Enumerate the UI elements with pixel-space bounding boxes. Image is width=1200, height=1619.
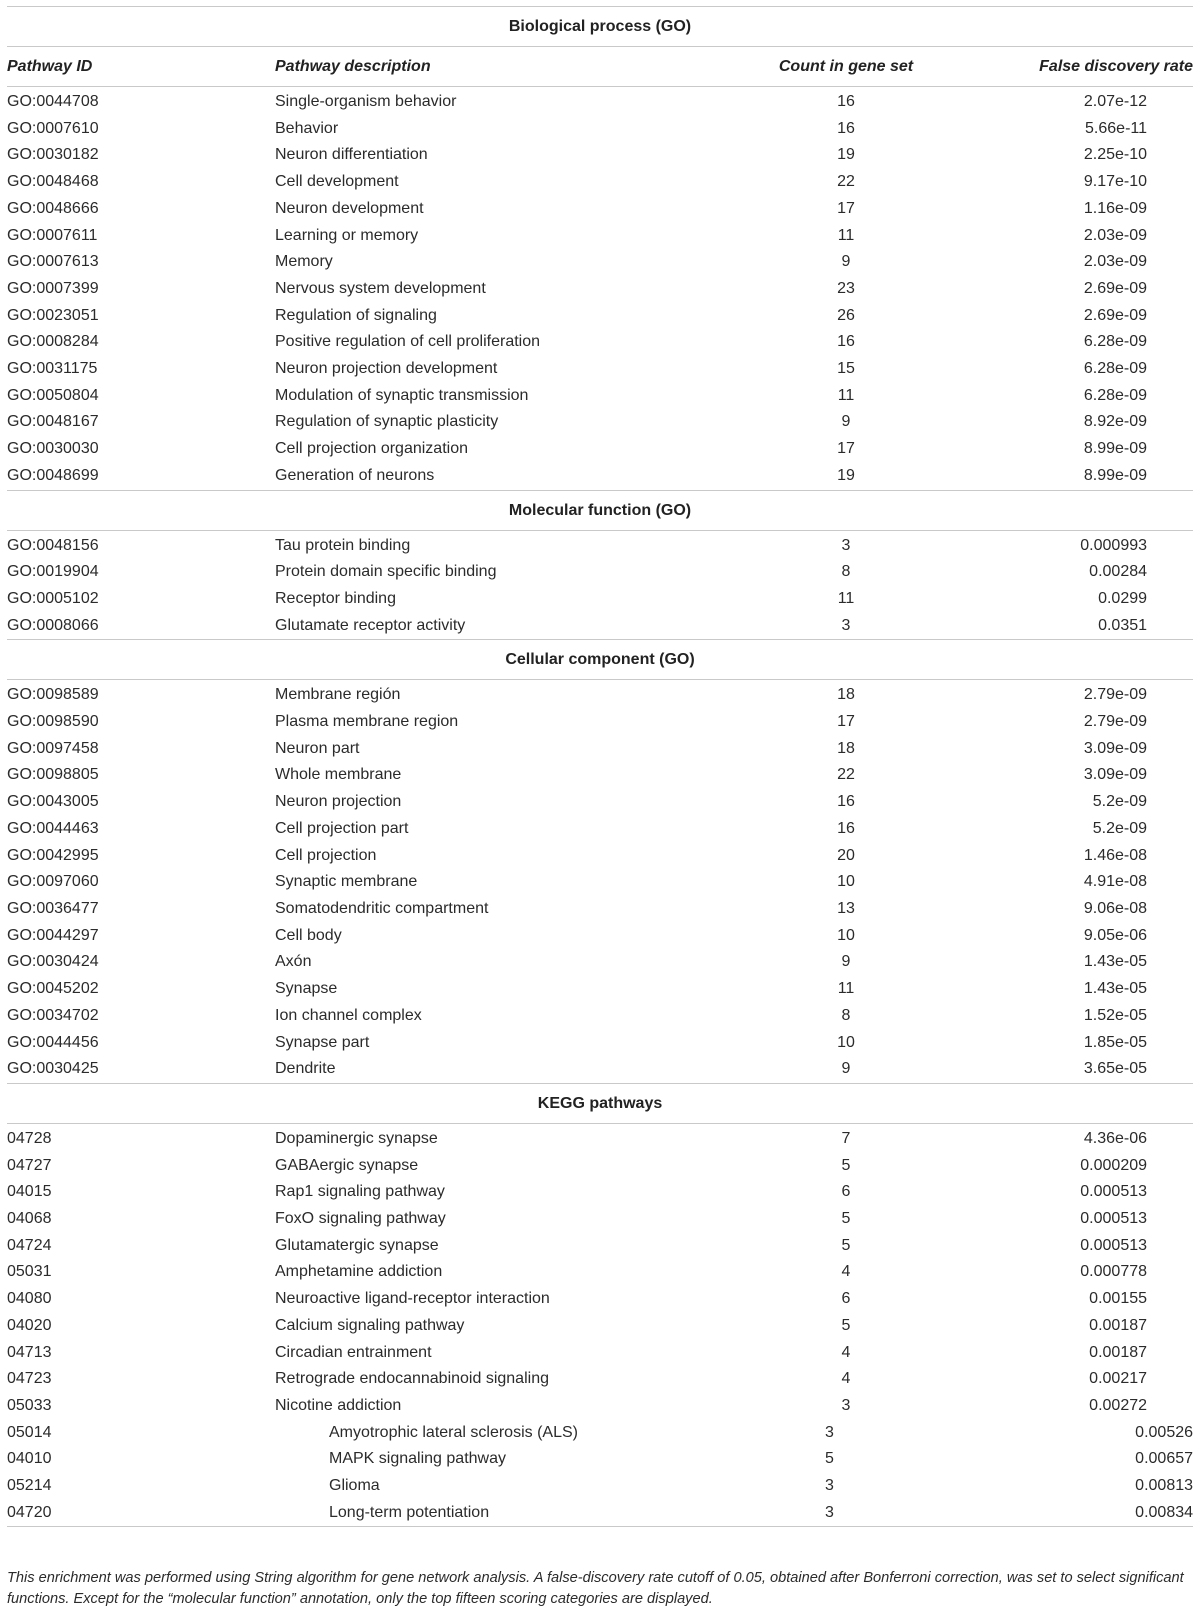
fdr-cell: 2.07e-12 xyxy=(1083,93,1148,110)
count-cell: 16 xyxy=(837,93,855,110)
table-row xyxy=(7,789,1193,816)
fdr-cell: 0.00284 xyxy=(1089,563,1148,581)
table-row xyxy=(7,1233,1193,1260)
fdr-cell: 9.17e-10 xyxy=(1083,173,1148,191)
table-row xyxy=(7,762,1193,789)
table-row xyxy=(7,1286,1193,1313)
fdr-cell: 5.66e-11 xyxy=(1085,119,1148,137)
fdr-cell: 0.00272 xyxy=(1089,1396,1148,1414)
pathway-description-cell: GABAergic synapse xyxy=(275,1156,419,1174)
pathway-id-cell: GO:0008066 xyxy=(7,616,99,634)
pathway-description-cell: Neuron projection xyxy=(275,793,402,811)
table-row xyxy=(7,843,1193,870)
fdr-cell: 3.09e-09 xyxy=(1083,766,1148,784)
count-cell: 22 xyxy=(837,766,855,784)
count-cell: 15 xyxy=(837,360,855,378)
pathway-id-cell: GO:0044456 xyxy=(7,1033,99,1051)
pathway-description-cell: Tau protein binding xyxy=(275,536,411,554)
count-cell: 17 xyxy=(837,713,855,731)
pathway-id-cell: GO:0097060 xyxy=(7,873,99,891)
fdr-cell: 2.25e-10 xyxy=(1083,146,1148,164)
fdr-cell: 0.000209 xyxy=(1080,1156,1148,1174)
pathway-id-cell: 04020 xyxy=(7,1316,52,1334)
pathway-description-cell: Whole membrane xyxy=(275,766,402,784)
count-cell: 10 xyxy=(837,1033,855,1051)
pathway-description-cell: Axón xyxy=(275,953,312,971)
count-cell: 11 xyxy=(837,226,855,244)
table-row xyxy=(7,356,1193,383)
pathway-description-cell: Cell body xyxy=(275,926,342,944)
pathway-id-cell: GO:0031175 xyxy=(7,360,98,378)
pathway-id-cell: GO:0044297 xyxy=(7,926,99,944)
count-cell: 3 xyxy=(841,1396,851,1414)
table-row xyxy=(7,680,1193,709)
pathway-description-cell: Long-term potentiation xyxy=(275,1500,721,1527)
table-row xyxy=(7,613,1193,640)
fdr-cell: 0.00657 xyxy=(1135,1450,1194,1468)
table-row xyxy=(7,1313,1193,1340)
pathway-description-cell: Positive regulation of cell proliferation xyxy=(275,333,541,351)
column-header-row xyxy=(7,47,1193,87)
pathway-id-cell: 05014 xyxy=(7,1423,52,1441)
table-row xyxy=(7,586,1193,613)
enrichment-table xyxy=(7,6,1193,1527)
count-cell: 5 xyxy=(841,1316,851,1334)
table-row xyxy=(7,1123,1193,1152)
pathway-description-cell: Glioma xyxy=(329,1477,380,1495)
section-header-row xyxy=(7,490,1193,530)
fdr-cell: 8.99e-09 xyxy=(1083,466,1148,484)
pathway-id-cell: GO:0048468 xyxy=(7,173,99,191)
fdr-cell: 1.52e-05 xyxy=(1083,1006,1148,1024)
table-row xyxy=(7,1259,1193,1286)
fdr-cell: 9.05e-06 xyxy=(1083,926,1148,944)
fdr-cell: 0.000513 xyxy=(1080,1236,1148,1254)
pathway-description-cell: Cell projection part xyxy=(275,819,409,837)
count-cell: 23 xyxy=(837,279,855,297)
count-cell: 13 xyxy=(837,899,855,917)
pathway-description-cell: Calcium signaling pathway xyxy=(275,1316,465,1334)
pathway-id-cell: 04080 xyxy=(7,1290,52,1308)
count-cell: 5 xyxy=(841,1236,851,1254)
count-cell: 4 xyxy=(841,1263,851,1281)
fdr-cell: 0.00834 xyxy=(971,1500,1193,1527)
count-cell: 3 xyxy=(825,1477,834,1495)
pathway-id-cell: GO:0030425 xyxy=(7,1060,99,1078)
pathway-description-cell: Amphetamine addiction xyxy=(275,1263,443,1281)
table-row xyxy=(7,436,1193,463)
pathway-id-cell: GO:0042995 xyxy=(7,846,99,864)
pathway-id-cell: GO:0098805 xyxy=(7,766,99,784)
count-cell: 5 xyxy=(841,1156,851,1174)
pathway-description-cell: Cell projection organization xyxy=(275,440,468,458)
section-title: Molecular function (GO) xyxy=(7,490,1193,530)
fdr-cell: 0.00813 xyxy=(1135,1477,1194,1495)
fdr-cell: 1.85e-05 xyxy=(1083,1033,1148,1051)
pathway-id-cell: GO:0030030 xyxy=(7,440,99,458)
pathway-id-cell: GO:0023051 xyxy=(7,306,99,324)
pathway-id-cell: GO:0048167 xyxy=(7,413,99,431)
pathway-id-cell: GO:0030424 xyxy=(7,953,99,971)
pathway-description-cell: Cell development xyxy=(275,173,399,191)
column-header-pathway-id: Pathway ID xyxy=(7,47,275,87)
pathway-id-cell: GO:0044708 xyxy=(7,93,99,110)
fdr-cell: 2.03e-09 xyxy=(1083,253,1148,271)
section-header-row xyxy=(7,1083,1193,1123)
pathway-id-cell: GO:0019904 xyxy=(7,563,99,581)
fdr-cell: 0.000513 xyxy=(1080,1183,1148,1201)
count-cell: 17 xyxy=(837,199,855,217)
pathway-id-cell: GO:0045202 xyxy=(7,980,99,998)
pathway-description-cell: Cell projection xyxy=(275,846,377,864)
count-cell: 11 xyxy=(837,589,855,607)
fdr-cell: 1.43e-05 xyxy=(1083,980,1148,998)
fdr-cell: 3.09e-09 xyxy=(1083,739,1148,757)
count-cell: 11 xyxy=(837,980,855,998)
fdr-cell: 0.00526 xyxy=(1135,1423,1194,1441)
table-row xyxy=(7,869,1193,896)
count-cell: 8 xyxy=(841,1006,851,1024)
pathway-description-cell: Synapse xyxy=(275,980,338,998)
fdr-cell: 0.0299 xyxy=(1098,589,1148,607)
fdr-cell: 4.91e-08 xyxy=(1083,873,1148,891)
fdr-cell: 8.99e-09 xyxy=(1083,440,1148,458)
table-row xyxy=(7,816,1193,843)
fdr-cell: 6.28e-09 xyxy=(1083,333,1148,351)
pathway-id-cell: GO:0050804 xyxy=(7,386,99,404)
fdr-cell: 4.36e-06 xyxy=(1083,1129,1148,1147)
pathway-id-cell: GO:0007399 xyxy=(7,279,99,297)
table-row xyxy=(7,1340,1193,1367)
table-row xyxy=(7,87,1193,116)
pathway-description-cell: FoxO signaling pathway xyxy=(275,1210,446,1228)
pathway-id-cell: 04015 xyxy=(7,1183,52,1201)
fdr-cell: 0.000778 xyxy=(1080,1263,1148,1281)
pathway-description-cell: Receptor binding xyxy=(275,589,396,607)
table-row xyxy=(7,1366,1193,1393)
pathway-id-cell: 05033 xyxy=(7,1396,52,1414)
table-row xyxy=(7,1056,1193,1083)
count-cell: 6 xyxy=(841,1183,851,1201)
section-header-row xyxy=(7,640,1193,680)
table-row xyxy=(7,409,1193,436)
count-cell: 3 xyxy=(841,536,851,554)
pathway-id-cell: GO:0048699 xyxy=(7,466,99,484)
fdr-cell: 8.92e-09 xyxy=(1083,413,1148,431)
pathway-description-cell: Synaptic membrane xyxy=(275,873,418,891)
pathway-description-cell: Regulation of synaptic plasticity xyxy=(275,413,499,431)
pathway-id-cell: 04724 xyxy=(7,1236,52,1254)
fdr-cell: 0.0351 xyxy=(1098,616,1148,634)
fdr-cell: 1.46e-08 xyxy=(1083,846,1148,864)
pathway-id-cell: GO:0036477 xyxy=(7,899,99,917)
table-row xyxy=(7,1003,1193,1030)
table-row xyxy=(7,116,1193,143)
pathway-id-cell: 05031 xyxy=(7,1263,52,1281)
count-cell: 3 xyxy=(841,616,851,634)
pathway-description-cell: Nicotine addiction xyxy=(275,1396,402,1414)
table-row xyxy=(7,1030,1193,1057)
pathway-id-cell: 04727 xyxy=(7,1156,52,1174)
count-cell: 11 xyxy=(837,386,855,404)
section-title: KEGG pathways xyxy=(7,1083,1193,1123)
fdr-cell: 5.2e-09 xyxy=(1092,819,1148,837)
table-row xyxy=(7,923,1193,950)
column-header-fdr: False discovery rate xyxy=(971,47,1193,87)
fdr-cell: 2.69e-09 xyxy=(1083,279,1148,297)
table-row xyxy=(7,1206,1193,1233)
pathway-description-cell: Dopaminergic synapse xyxy=(275,1129,438,1147)
fdr-cell: 0.000513 xyxy=(1080,1210,1148,1228)
pathway-id-cell: GO:0034702 xyxy=(7,1006,99,1024)
count-cell: 5 xyxy=(841,1210,851,1228)
count-cell: 10 xyxy=(837,873,855,891)
count-cell: 20 xyxy=(837,846,855,864)
pathway-description-cell: Modulation of synaptic transmission xyxy=(275,386,529,404)
count-cell: 19 xyxy=(837,146,855,164)
count-cell: 26 xyxy=(837,306,855,324)
table-row xyxy=(7,329,1193,356)
fdr-cell: 9.06e-08 xyxy=(1083,899,1148,917)
table-row xyxy=(7,559,1193,586)
fdr-cell: 0.000993 xyxy=(1080,536,1148,554)
pathway-description-cell: Neuron differentiation xyxy=(275,146,428,164)
table-row xyxy=(7,276,1193,303)
pathway-id-cell: GO:0098590 xyxy=(7,713,99,731)
pathway-description-cell: Learning or memory xyxy=(275,226,419,244)
table-row xyxy=(7,1473,1193,1500)
pathway-id-cell: GO:0048156 xyxy=(7,536,99,554)
count-cell: 16 xyxy=(837,119,855,137)
pathway-id-cell: 04728 xyxy=(7,1129,52,1147)
count-cell: 3 xyxy=(825,1423,834,1441)
count-cell: 17 xyxy=(837,440,855,458)
pathway-id-cell: GO:0044463 xyxy=(7,819,99,837)
table-row xyxy=(7,1393,1193,1420)
pathway-description-cell: Single-organism behavior xyxy=(275,93,457,110)
pathway-id-cell: GO:0008284 xyxy=(7,333,99,351)
count-cell: 22 xyxy=(837,173,855,191)
pathway-id-cell: 04720 xyxy=(7,1500,275,1527)
count-cell: 18 xyxy=(837,739,855,757)
table-row xyxy=(7,463,1193,490)
section-title: Biological process (GO) xyxy=(7,7,1193,47)
pathway-description-cell: Regulation of signaling xyxy=(275,306,437,324)
count-cell: 16 xyxy=(837,819,855,837)
fdr-cell: 6.28e-09 xyxy=(1083,386,1148,404)
pathway-description-cell: MAPK signaling pathway xyxy=(329,1450,506,1468)
pathway-id-cell: 04010 xyxy=(7,1450,52,1468)
table-row xyxy=(7,709,1193,736)
pathway-id-cell: 04713 xyxy=(7,1343,52,1361)
column-header-count: Count in gene set xyxy=(721,47,971,87)
table-row xyxy=(7,383,1193,410)
pathway-description-cell: Plasma membrane region xyxy=(275,713,459,731)
table-row xyxy=(7,949,1193,976)
count-cell: 9 xyxy=(841,253,851,271)
count-cell: 10 xyxy=(837,926,855,944)
fdr-cell: 0.00217 xyxy=(1089,1370,1148,1388)
pathway-description-cell: Ion channel complex xyxy=(275,1006,422,1024)
pathway-id-cell: GO:0007610 xyxy=(7,119,99,137)
section-header-row xyxy=(7,7,1193,47)
count-cell: 9 xyxy=(841,953,851,971)
fdr-cell: 2.03e-09 xyxy=(1083,226,1148,244)
table-row xyxy=(7,303,1193,330)
pathway-description-cell: Retrograde endocannabinoid signaling xyxy=(275,1370,549,1388)
fdr-cell: 0.00187 xyxy=(1089,1343,1148,1361)
count-cell: 18 xyxy=(837,686,855,704)
count-cell: 5 xyxy=(825,1450,834,1468)
table-row xyxy=(7,530,1193,559)
pathway-description-cell: Neuron part xyxy=(275,739,360,757)
table-row xyxy=(7,249,1193,276)
fdr-cell: 2.79e-09 xyxy=(1083,713,1148,731)
pathway-description-cell: Somatodendritic compartment xyxy=(275,899,489,917)
table-row xyxy=(7,1500,1193,1527)
count-cell: 9 xyxy=(841,1060,851,1078)
table-row xyxy=(7,896,1193,923)
pathway-description-cell: Dendrite xyxy=(275,1060,336,1078)
fdr-cell: 0.00155 xyxy=(1089,1290,1148,1308)
pathway-description-cell: Glutamatergic synapse xyxy=(275,1236,439,1254)
column-header-pathway-description: Pathway description xyxy=(275,47,721,87)
count-cell: 4 xyxy=(841,1343,851,1361)
fdr-cell: 5.2e-09 xyxy=(1092,793,1148,811)
pathway-description-cell: Generation of neurons xyxy=(275,466,435,484)
count-cell: 8 xyxy=(841,563,851,581)
pathway-description-cell: Protein domain specific binding xyxy=(275,563,497,581)
table-row xyxy=(7,1153,1193,1180)
fdr-cell: 1.16e-09 xyxy=(1083,199,1148,217)
pathway-description-cell: Circadian entrainment xyxy=(275,1343,432,1361)
table-row xyxy=(7,223,1193,250)
pathway-id-cell: GO:0048666 xyxy=(7,199,99,217)
count-cell: 6 xyxy=(841,1290,851,1308)
table-body xyxy=(7,7,1193,1527)
pathway-id-cell: GO:0097458 xyxy=(7,739,99,757)
table-row xyxy=(7,169,1193,196)
pathway-description-cell: Glutamate receptor activity xyxy=(275,616,466,634)
pathway-id-cell: GO:0007611 xyxy=(7,226,98,244)
pathway-description-cell: Rap1 signaling pathway xyxy=(275,1183,445,1201)
pathway-description-cell: Synapse part xyxy=(275,1033,370,1051)
table-row xyxy=(7,736,1193,763)
pathway-description-cell: Nervous system development xyxy=(275,279,486,297)
pathway-id-cell: GO:0007613 xyxy=(7,253,99,271)
pathway-id-cell: GO:0005102 xyxy=(7,589,99,607)
count-cell: 4 xyxy=(841,1370,851,1388)
table-footnote: This enrichment was performed using String algorithm for gene network analysis. A false-discovery rate cutoff of 0.05, obtained after Bonferroni correction, was set to select significant functions. Except for the “molecular function” annotation, only the top fifteen scoring categories are displayed. xyxy=(7,1570,1184,1607)
pathway-description-cell: Amyotrophic lateral sclerosis (ALS) xyxy=(329,1423,578,1441)
fdr-cell: 2.79e-09 xyxy=(1083,686,1148,704)
table-row xyxy=(7,976,1193,1003)
count-cell: 19 xyxy=(837,466,855,484)
pathway-id-cell: GO:0030182 xyxy=(7,146,99,164)
count-cell: 7 xyxy=(841,1129,851,1147)
table-row xyxy=(7,1420,1193,1447)
pathway-id-cell: GO:0098589 xyxy=(7,686,99,704)
fdr-cell: 1.43e-05 xyxy=(1083,953,1148,971)
fdr-cell: 0.00187 xyxy=(1089,1316,1148,1334)
pathway-description-cell: Neuroactive ligand-receptor interaction xyxy=(275,1290,550,1308)
pathway-description-cell: Neuron development xyxy=(275,199,424,217)
pathway-id-cell: GO:0043005 xyxy=(7,793,99,811)
pathway-description-cell: Memory xyxy=(275,253,333,271)
table-row xyxy=(7,142,1193,169)
pathway-id-cell: 04068 xyxy=(7,1210,52,1228)
fdr-cell: 3.65e-05 xyxy=(1083,1060,1148,1078)
count-cell: 3 xyxy=(721,1500,971,1527)
table-row xyxy=(7,1446,1193,1473)
count-cell: 16 xyxy=(837,333,855,351)
section-title: Cellular component (GO) xyxy=(7,640,1193,680)
pathway-description-cell: Membrane región xyxy=(275,686,401,704)
pathway-id-cell: 05214 xyxy=(7,1477,52,1495)
pathway-description-cell: Neuron projection development xyxy=(275,360,498,378)
count-cell: 16 xyxy=(837,793,855,811)
fdr-cell: 2.69e-09 xyxy=(1083,306,1148,324)
table-row xyxy=(7,1179,1193,1206)
count-cell: 9 xyxy=(841,413,851,431)
pathway-id-cell: 04723 xyxy=(7,1370,52,1388)
pathway-description-cell: Behavior xyxy=(275,119,339,137)
table-row xyxy=(7,196,1193,223)
fdr-cell: 6.28e-09 xyxy=(1083,360,1148,378)
